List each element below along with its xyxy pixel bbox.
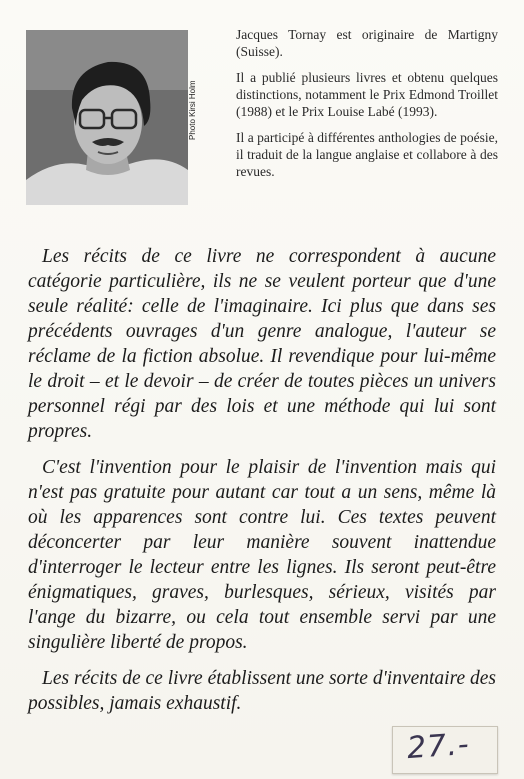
bio-paragraph: Jacques Tornay est originaire de Martigny (Suisse). (236, 27, 498, 59)
bio-paragraph: Il a participé à différentes anthologies de poésie, il traduit de la langue anglaise et collabore à des revues. (236, 130, 498, 179)
author-portrait-icon (26, 30, 188, 205)
author-bio (236, 26, 498, 189)
blurb-paragraph: Les récits de ce livre ne correspondent à aucune catégorie particulière, ils ne se veulent porteur que d'une seule réalité: celle de l'imaginaire. Ici plus que dans ses précédents ouvrages d'un genre analogue, l'auteur se réclame de la fiction absolue. Il revendique pour lui-même le droit – et le devoir – de créer de toutes pièces un univers personnel régi par des lois et une méthode qui lui sont propres. (28, 246, 496, 442)
price-sticker (392, 726, 498, 774)
book-blurb (28, 244, 496, 716)
blurb-paragraph: C'est l'invention pour le plaisir de l'invention mais qui n'est pas gratuite pour autant car tout a un sens, même là où les apparences sont contre lui. Ces textes peuvent déconcerter par leur manière souvent inattendue d'interroger le lecteur entre les lignes. Ils seront peut-être énigmatiques, graves, burlesques, sérieux, visités par l'ange du bizarre, ou cela tout ensemble servi par une singulière liberté de propos. (28, 457, 496, 653)
blurb-paragraph: Les récits de ce livre établissent une sorte d'inventaire des possibles, jamais exhaustif. (28, 668, 496, 714)
author-photo (26, 30, 188, 205)
photo-credit: Photo Kirsi Holm (188, 80, 197, 140)
bio-paragraph: Il a publié plusieurs livres et obtenu quelques distinctions, notamment le Prix Edmond Troillet (1988) et le Prix Louise Labé (1993). (236, 70, 498, 119)
price-value: 27.- (405, 726, 471, 767)
